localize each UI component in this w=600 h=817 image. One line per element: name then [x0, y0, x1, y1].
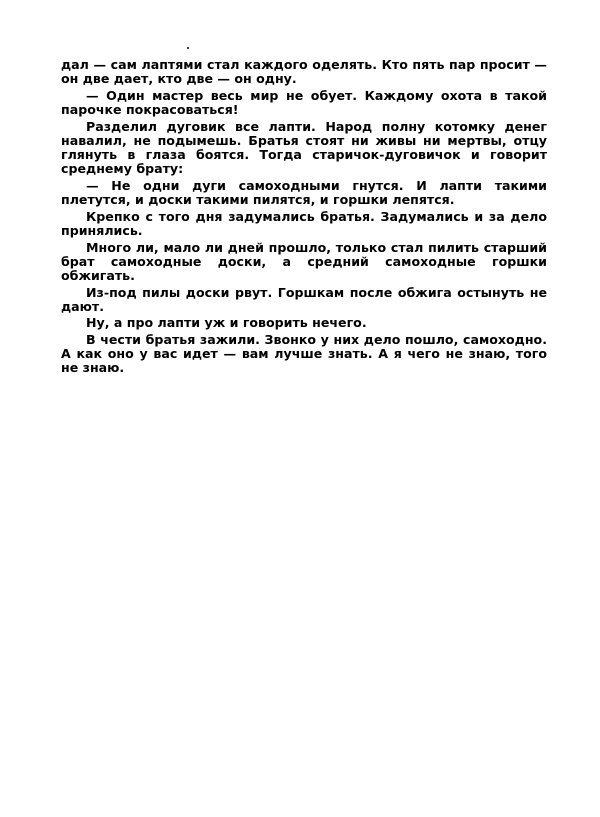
story-text	[61, 58, 547, 378]
paragraph: Разделил дуговик все лапти. Народ полну котомку денег навалил, не подымешь. Братья стоят ни живы ни мертвы, отцу глянуть в глаза боятся. Тогда старичок-дуговичок и говорит среднему брату:	[61, 118, 547, 177]
paragraph-dialogue: — Не одни дуги самоходными гнутся. И лапти такими плетутся, и доски такими пилятся, и горшки лепятся.	[61, 177, 547, 208]
paragraph: Крепко с того дня задумались братья. Задумались и за дело принялись.	[61, 208, 547, 239]
paragraph: Из-под пилы доски рвут. Горшкам после обжига остынуть не дают.	[61, 284, 547, 314]
print-speck	[187, 47, 189, 49]
paragraph-continuation: дал — сам лаптями стал каждого оделять. Кто пять пар просит — он две дает, кто две — он одну.	[61, 57, 547, 87]
paragraph-final: В чести братья зажили. Звонко у них дело пошло, самоходно. А как оно у вас идет — вам лучше знать. А я чего не знаю, того не знаю.	[61, 331, 547, 376]
paragraph: Много ли, мало ли дней прошло, только стал пилить старший брат самоходные доски, а средний самоходные горшки обжигать.	[61, 239, 547, 284]
paragraph: Ну, а про лапти уж и говорить нечего.	[86, 315, 367, 331]
paragraph-dialogue: — Один мастер весь мир не обует. Каждому охота в такой парочке покрасоваться!	[61, 87, 547, 118]
